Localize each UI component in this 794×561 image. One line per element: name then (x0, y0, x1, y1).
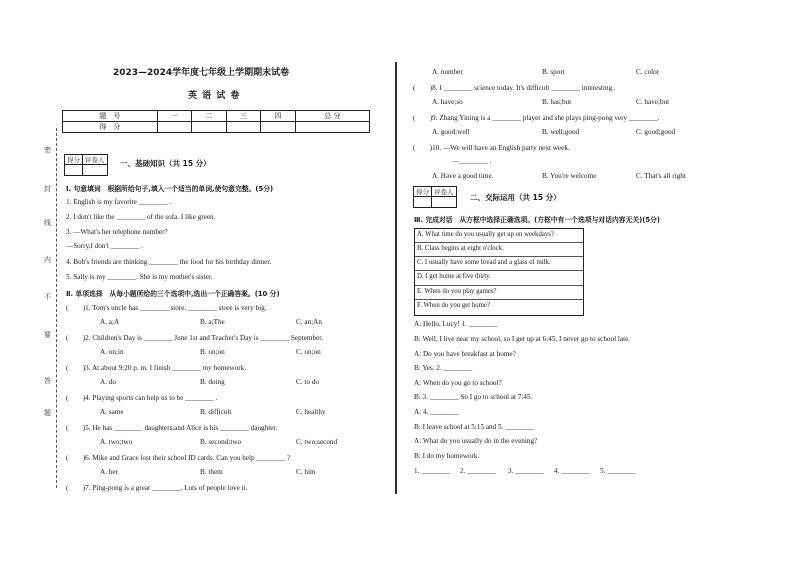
mc-question: ( )5. He has ________ daughters,and Alice is his ________ daughter. (66, 424, 278, 432)
box-option: C. I usually have some bread and a glass of milk. (417, 259, 551, 266)
dialogue-line: A: Hello, Lucy! 1. ________ (414, 320, 498, 328)
dialogue-line: A: Do you have breakfast at home? (414, 350, 516, 358)
margin-char: 线 (44, 219, 51, 227)
mc-question: ( )9. Zhang Yining is a ________ player and she plays ping-pong very ________. (413, 114, 660, 122)
exam-subject: 英 语 试 卷 (188, 91, 241, 101)
question-text: 4. Bob's friends are thinking ________ the food for his birthday dinner. (66, 258, 272, 266)
part3-title: Ⅲ. 完成对话 从方框中选择正确选项。(方框中有一个选项与对话内容无关)(5分) (414, 216, 661, 224)
grader-label: 评卷人 (432, 187, 457, 197)
dialogue-line: B: I leave school at 5:15 and 5. ________ (414, 423, 534, 431)
mc-option: B. a;The (200, 318, 225, 326)
question-text: —Sorry,I don't ________ . (66, 242, 143, 250)
mc-option: C. an;An (296, 318, 322, 326)
margin-char: 内 (44, 256, 51, 264)
mc-option: A. her (100, 468, 118, 476)
exam-title: 2023—2024学年度七年级上学期期末试卷 (113, 68, 290, 78)
score-table-cell: 一 (157, 111, 191, 122)
question-text: 2. I don't like the ________ of the sofa. I like green. (66, 213, 216, 221)
answer-blank[interactable]: 2. ________ (460, 467, 496, 475)
section2-heading: 二、交际运用（共 15 分） (470, 193, 561, 202)
mc-option: B. doing (200, 378, 225, 386)
mc-question: ( )6. Mike and Grace lost their school ID cards. Can you help ________ ? (66, 454, 291, 462)
mc-question: ( )1. Tom's uncle has ________ store. ________ store is very big. (66, 304, 267, 312)
mc-option: C. two;second (296, 438, 338, 446)
mc-option: C. healthy (296, 408, 326, 416)
dialogue-line: A: What do you usually do in the evening? (414, 437, 538, 445)
grader-label: 评卷人 (83, 155, 108, 165)
mc-option: C. have;but (636, 98, 670, 106)
box-option: E. When do you play games? (417, 288, 497, 295)
dialogue-line: B: Yes. 2. ________ (414, 364, 473, 372)
mc-option: B. sport (542, 68, 565, 76)
mc-option: B. You're welcome (542, 172, 597, 180)
score-table-cell: 题 号 (63, 111, 158, 122)
mc-option: C. on;on (296, 348, 321, 356)
margin-char: 题 (44, 409, 51, 417)
part1-title: Ⅰ. 句意填词 根据所给句子,填入一个适当的单词,使句意完整。(5分) (66, 185, 274, 193)
mc-question: ( )8. I ________ science today. It's difficult ________ interesting. (413, 84, 614, 92)
question-text: 1. English is my favorite ________ . (66, 198, 172, 206)
score-table-cell: 总 分 (295, 111, 369, 122)
grader-box (64, 154, 108, 176)
mc-option: B. well;good (542, 128, 580, 136)
column-divider (395, 62, 397, 494)
binding-margin-line (56, 128, 58, 488)
margin-char: 封 (44, 185, 51, 193)
mc-question: ( )10. —We will have an English party next week. (413, 144, 570, 152)
score-table (62, 110, 370, 133)
mc-option: C. That's all right (636, 172, 686, 180)
box-option: B. Class begins at eight o'clock. (417, 245, 504, 252)
box-option: A. What time do you usually get up on weekdays? (417, 231, 554, 238)
dialogue-line: B: 3. ________ So I go to school at 7:45. (414, 393, 533, 401)
mc-option: A. have;so (432, 98, 463, 106)
score-table-cell: 得 分 (63, 122, 158, 133)
grader-box (413, 186, 457, 208)
mc-option: A. a;A (100, 318, 120, 326)
mc-option: A. do (100, 378, 116, 386)
question-text: 5. Sally is my ________. She is my mother's sister. (66, 273, 213, 281)
dialogue-line: A: When do you go to school? (414, 379, 502, 387)
mc-question: —________ . (452, 157, 492, 165)
answer-blank[interactable]: 1. ________ (414, 467, 450, 475)
part2-title: Ⅱ. 单项选择 从每小题所给的三个选项中,选出一个正确答案。(10 分) (66, 290, 280, 298)
mc-option: C. him (296, 468, 316, 476)
mc-option: A. same (100, 408, 124, 416)
margin-char: 密 (44, 146, 51, 154)
mc-option: C. to do (296, 378, 319, 386)
mc-question: ( )7. Ping-pong is a great ________. Lots of people love it. (66, 484, 248, 492)
mc-option: B. them (200, 468, 223, 476)
score-table-cell: 三 (226, 111, 260, 122)
grader-score-label: 得分 (414, 187, 432, 197)
mc-option: B. on;on (200, 348, 225, 356)
mc-option: C. color (636, 68, 660, 76)
mc-option: A. on;in (100, 348, 124, 356)
score-table-cell: 四 (261, 111, 295, 122)
mc-option: A. good;well (432, 128, 470, 136)
mc-question: ( )3. At about 9:20 p. m. I finish ________ my homework. (66, 364, 247, 372)
mc-option: B. second;two (200, 438, 242, 446)
mc-question: ( )4. Playing sports can help us to be ________ . (66, 394, 218, 402)
box-option: F. When do you get home? (417, 302, 490, 309)
section1-heading: 一、基础知识（共 15 分） (120, 159, 211, 168)
mc-option: A. Have a good time. (432, 172, 494, 180)
mc-option: B. has;but (542, 98, 572, 106)
mc-option: C. good;good (636, 128, 676, 136)
mc-option: A. number (432, 68, 463, 76)
mc-question: ( )2. Children's Day is ________ June 1st and Teacher's Day is ________ September. (66, 334, 324, 342)
answer-blank[interactable]: 5. ________ (600, 467, 636, 475)
box-option: D. I get home at five thirty. (417, 273, 491, 280)
grader-score-label: 得分 (65, 155, 83, 165)
answer-blank[interactable]: 3. ________ (508, 467, 544, 475)
margin-char: 要 (44, 331, 51, 339)
mc-option: B. difficult (200, 408, 232, 416)
margin-char: 不 (44, 293, 51, 301)
score-table-cell: 二 (192, 111, 226, 122)
dialogue-line: B: Well, I live near my school, so I get up at 6:45. I never go to school late. (414, 335, 631, 343)
dialogue-line: B: I do my homework. (414, 452, 480, 460)
options-box (414, 228, 584, 316)
dialogue-line: A: 4. ________ (414, 408, 459, 416)
margin-char: 答 (44, 377, 51, 385)
question-text: 3. —What's her telephone number? (66, 228, 168, 236)
mc-option: A. two;two (100, 438, 133, 446)
answer-blank[interactable]: 4. ________ (554, 467, 590, 475)
